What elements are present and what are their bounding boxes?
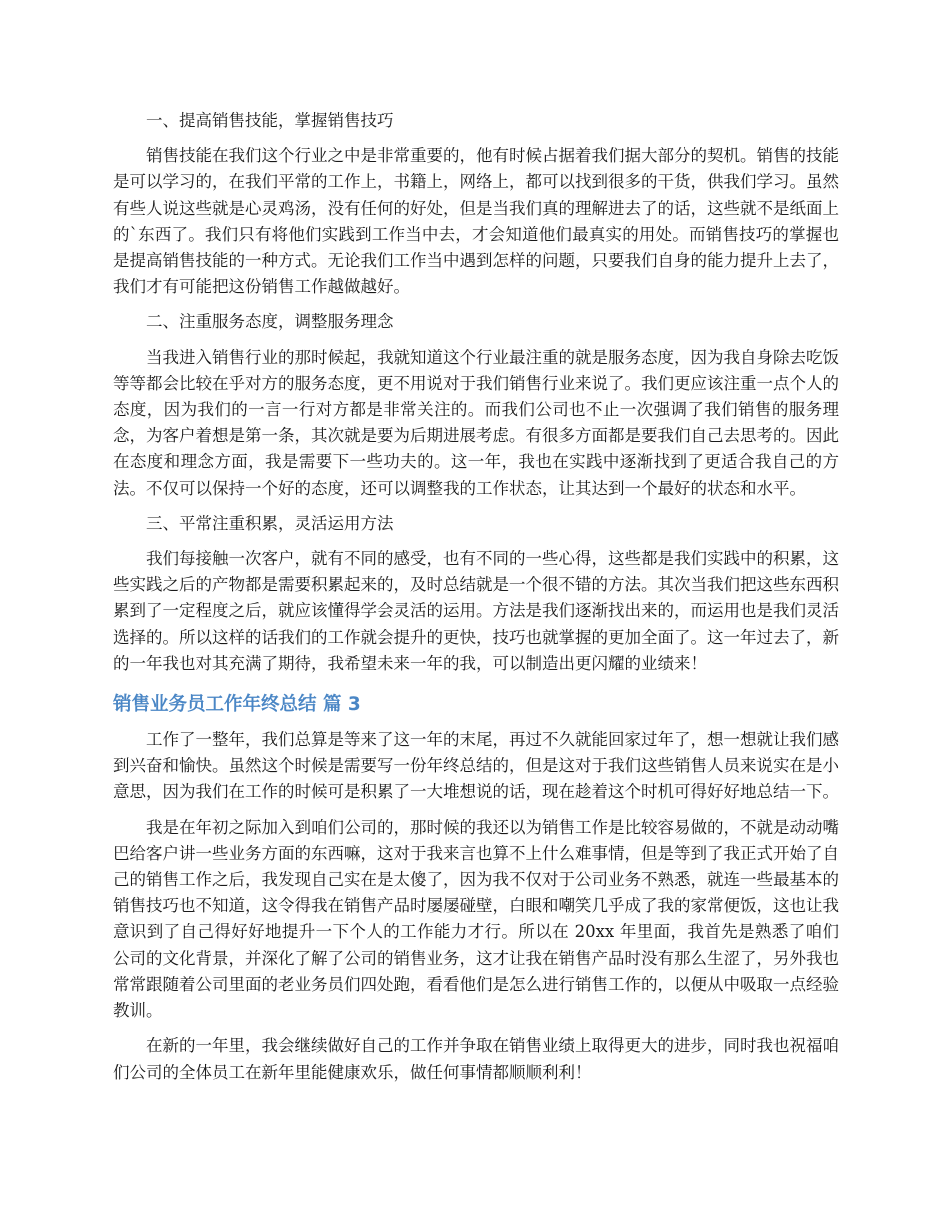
article-paragraph-3: 在新的一年里，我会继续做好自己的工作并争取在销售业绩上取得更大的进步，同时我也祝福咱们公司的全体员工在新年里能健康欢乐，做任何事情都顺顺利利！	[113, 1036, 839, 1082]
article-title: 销售业务员工作年终总结 篇 3	[113, 694, 361, 716]
article-paragraph-2: 我是在年初之际加入到咱们公司的，那时候的我还以为销售工作是比较容易做的，不就是动动嘴巴给客户讲一些业务方面的东西嘛，这对于我来言也算不上什么难事情，但是等到了我正式开始了自己的销售工作之后，我发现自己实在是太傻了，因为我不仅对于公司业务不熟悉，就连一些最基本的销售技巧也不知道，这令得我在销售产品时屡屡碰壁，白眼和嘲笑几乎成了我的家常便饭，这也让我意识到了自己得好好地提升一下个人的工作能力才行。所以在 20xx 年里面，我首先是熟悉了咱们公司的文化背景，并深化了解了公司的销售业务，这才让我在销售产品时没有那么生涩了，另外我也常常跟随着公司里面的老业务员们四处跑，看看他们是怎么进行销售工作的，以便从中吸取一点经验教训。	[113, 817, 839, 1021]
section-heading-3: 三、平常注重积累，灵活运用方法	[146, 513, 394, 533]
section-paragraph-1: 销售技能在我们这个行业之中是非常重要的，他有时候占据着我们据大部分的契机。销售的技能是可以学习的，在我们平常的工作上，书籍上，网络上，都可以找到很多的干货，供我们学习。虽然有些人说这些就是心灵鸡汤，没有任何的好处，但是当我们真的理解进去了的话，这些就不是纸面上的`东西了。我们只有将他们实践到工作当中去，才会知道他们最真实的用处。而销售技巧的掌握也是提高销售技能的一种方式。无论我们工作当中遇到怎样的问题，只要我们自身的能力提升上去了，我们才有可能把这份销售工作越做越好。	[113, 146, 839, 297]
document-page	[113, 108, 839, 1095]
section-heading-1: 一、提高销售技能，掌握销售技巧	[146, 111, 394, 130]
article-paragraph-1: 工作了一整年，我们总算是等来了这一年的末尾，再过不久就能回家过年了，想一想就让我们感到兴奋和愉快。虽然这个时候是需要写一份年终总结的，但是这对于我们这些销售人员来说实在是小意思，因为我们在工作的时候可是积累了一大堆想说的话，现在趁着这个时机可得好好地总结一下。	[113, 730, 839, 802]
section-heading-2: 二、注重服务态度，调整服务理念	[146, 312, 394, 332]
section-paragraph-2: 当我进入销售行业的那时候起，我就知道这个行业最注重的就是服务态度，因为我自身除去吃饭等等都会比较在乎对方的服务态度，更不用说对于我们销售行业来说了。我们更应该注重一点个人的态度，因为我们的一言一行对方都是非常关注的。而我们公司也不止一次强调了我们销售的服务理念，为客户着想是第一条，其次就是要为后期进展考虑。有很多方面都是要我们自己去思考的。因此在态度和理念方面，我是需要下一些功夫的。这一年，我也在实践中逐渐找到了更适合我自己的方法。不仅可以保持一个好的态度，还可以调整我的工作状态，让其达到一个最好的状态和水平。	[113, 347, 839, 498]
section-paragraph-3: 我们每接触一次客户，就有不同的感受，也有不同的一些心得，这些都是我们实践中的积累，这些实践之后的产物都是需要积累起来的，及时总结就是一个很不错的方法。其次当我们把这些东西积累到了一定程度之后，就应该懂得学会灵活的运用。方法是我们逐渐找出来的，而运用也是我们灵活选择的。所以这样的话我们的工作就会提升的更快，技巧也就掌握的更加全面了。这一年过去了，新的一年我也对其充满了期待，我希望未来一年的我，可以制造出更闪耀的业绩来！	[113, 549, 839, 673]
